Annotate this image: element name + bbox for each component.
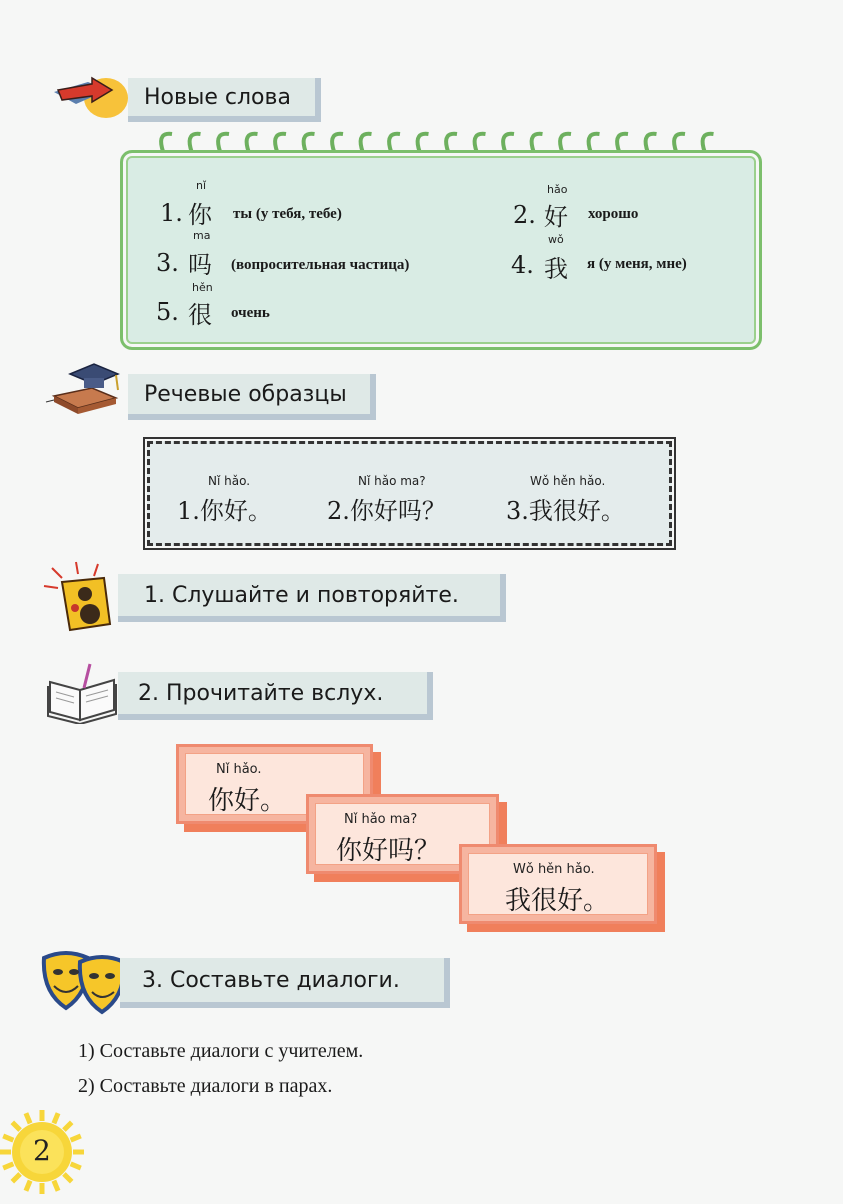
graduation-cap-book-icon [44, 358, 126, 420]
vocab-pinyin: ma [193, 229, 211, 242]
sun-ray [64, 1174, 72, 1182]
theater-masks-icon [36, 948, 132, 1018]
card-text: 你好。 [208, 786, 287, 816]
card-pinyin: Nǐ hǎo. [216, 762, 262, 777]
vocab-hanzi: 好 [544, 203, 568, 231]
sun-ray [71, 1164, 81, 1168]
vocab-hanzi: 你 [188, 201, 212, 229]
arrow-icon [48, 70, 130, 120]
speech-patterns-box [147, 441, 672, 546]
new-words-label: Новые слова [144, 84, 291, 110]
sun-ray [71, 1136, 81, 1140]
card-pinyin: Nǐ hǎo ma? [344, 812, 418, 827]
pattern-pinyin: Wǒ hěn hǎo. [530, 474, 606, 488]
sun-ray [54, 1181, 58, 1191]
sun-ray [12, 1174, 20, 1182]
vocabulary-card [120, 150, 762, 350]
exercise-2-title [118, 672, 433, 720]
vocab-hanzi: 很 [188, 301, 212, 329]
vocab-hanzi: 我 [544, 255, 568, 283]
pattern-text: 2.你好吗？ [327, 497, 446, 525]
vocab-pinyin: nǐ [196, 179, 207, 192]
card-text: 我很好。 [505, 886, 610, 916]
open-book-icon [44, 660, 124, 724]
task-item: 1) Составьте диалоги с учителем. [78, 1040, 364, 1062]
pattern-text: 3.我很好。 [506, 497, 625, 525]
vocab-number: 4. [511, 251, 534, 279]
vocab-pinyin: hěn [192, 281, 213, 294]
section-title-speech-patterns [128, 374, 376, 420]
sun-ray [3, 1164, 13, 1168]
exercise-2-label: 2. Прочитайте вслух. [138, 680, 384, 706]
vocab-gloss: (вопросительная частица) [231, 257, 410, 273]
vocab-number: 1. [160, 199, 183, 227]
vocab-gloss: очень [231, 305, 270, 321]
speech-patterns-label: Речевые образцы [144, 381, 347, 407]
sun-ray [54, 1113, 58, 1123]
pattern-pinyin: Nǐ hǎo. [208, 474, 251, 488]
card-pinyin: Wǒ hěn hǎo. [513, 862, 595, 877]
section-title-new-words [128, 78, 321, 122]
vocab-gloss: я (у меня, мне) [587, 256, 687, 272]
speaker-icon [40, 560, 130, 636]
sun-ray [26, 1113, 30, 1123]
pattern-text: 1.你好。 [177, 497, 272, 525]
vocab-gloss: ты (у тебя, тебе) [233, 206, 342, 222]
vocab-number: 2. [513, 201, 536, 229]
pattern-pinyin: Nǐ hǎo ma? [358, 474, 426, 488]
exercise-1-label: 1. Слушайте и повторяйте. [144, 582, 459, 608]
vocab-hanzi: 吗 [188, 251, 212, 279]
vocab-number: 5. [156, 298, 179, 326]
exercise-3-label: 3. Составьте диалоги. [142, 967, 400, 993]
page-number: 2 [33, 1134, 51, 1167]
vocab-number: 3. [156, 249, 179, 277]
phrase-card [459, 844, 657, 924]
vocab-pinyin: wǒ [548, 233, 564, 246]
sun-ray [3, 1136, 13, 1140]
card-text: 你好吗？ [336, 836, 441, 866]
sun-ray [26, 1181, 30, 1191]
exercise-1-title [118, 574, 506, 622]
task-item: 2) Составьте диалоги в парах. [78, 1075, 333, 1097]
vocab-gloss: хорошо [588, 206, 639, 222]
vocab-pinyin: hǎo [547, 183, 568, 196]
sun-ray [64, 1122, 72, 1130]
sun-ray [12, 1122, 20, 1130]
exercise-3-title [120, 958, 450, 1008]
